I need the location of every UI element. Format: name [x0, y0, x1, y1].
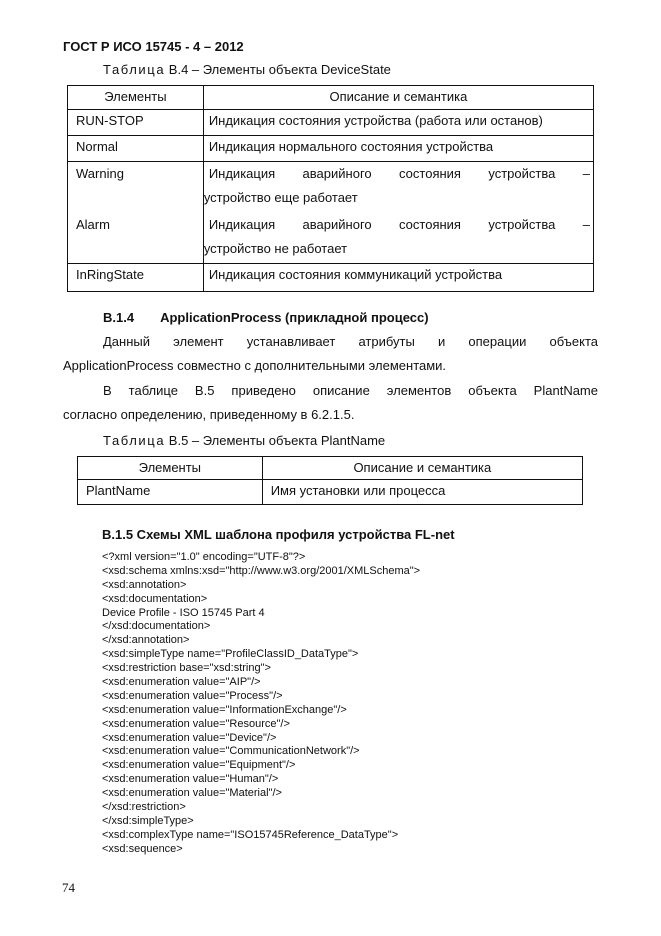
code-line: <xsd:enumeration value="Resource"/>: [102, 717, 290, 730]
page-number: 74: [62, 880, 75, 895]
table-cell-element: PlantName: [78, 480, 263, 505]
section-b14-paragraph-1: [63, 330, 598, 378]
code-line: </xsd:documentation>: [102, 620, 211, 633]
table-cell-element: InRingState: [68, 264, 204, 292]
table-row: [68, 162, 594, 211]
table-b4-header-elements: Элементы: [68, 86, 204, 110]
table-cell-description-line1: Индикация аварийного состояния устройства –: [208, 166, 590, 181]
table-cell-description: [203, 162, 593, 211]
code-line: <xsd:complexType name="ISO15745Reference_DataType">: [102, 828, 399, 841]
code-line: <xsd:enumeration value="Process"/>: [102, 689, 283, 702]
code-line: </xsd:annotation>: [102, 634, 190, 647]
table-cell-description-line2: устройство не работает: [203, 241, 348, 256]
code-line: <xsd:enumeration value="Human"/>: [102, 773, 279, 786]
code-line: <xsd:enumeration value="Equipment"/>: [102, 759, 296, 772]
table-cell-description: Имя установки или процесса: [262, 480, 582, 505]
paragraph-line: ApplicationProcess совместно с дополнительными элементами.: [63, 358, 447, 373]
code-line: <xsd:enumeration value="InformationExchange"/>: [102, 703, 347, 716]
table-b4-caption-text: В.4 – Элементы объекта DeviceState: [165, 62, 391, 77]
code-line: </xsd:simpleType>: [102, 814, 194, 827]
xml-schema-listing: [102, 551, 420, 857]
section-b14-number: B.1.4: [103, 310, 135, 325]
code-line: <xsd:simpleType name="ProfileClassID_DataType">: [102, 648, 359, 661]
table-cell-description-line2: устройство еще работает: [203, 190, 358, 205]
table-cell-element: Warning: [68, 162, 204, 211]
table-cell-description-line1: Индикация аварийного состояния устройства –: [208, 217, 590, 232]
table-b5-header-row: [78, 457, 583, 480]
code-line: </xsd:restriction>: [102, 801, 186, 814]
table-b5-caption-text: В.5 – Элементы объекта PlantName: [165, 433, 386, 448]
code-line: <xsd:enumeration value="Device"/>: [102, 731, 277, 744]
table-b5-header-description: Описание и семантика: [262, 457, 582, 480]
code-line: <xsd:enumeration value="Material"/>: [102, 787, 282, 800]
table-row: [68, 110, 594, 136]
table-cell-element: Normal: [68, 136, 204, 162]
table-row: [68, 264, 594, 292]
table-b5-header-elements: Элементы: [78, 457, 263, 480]
section-b14-paragraph-2: [63, 379, 598, 427]
document-header: ГОСТ Р ИСО 15745 - 4 – 2012: [63, 39, 244, 54]
code-line: <xsd:schema xmlns:xsd="http://www.w3.org/2001/XMLSchema">: [102, 564, 421, 577]
code-line: <xsd:enumeration value="AIP"/>: [102, 676, 261, 689]
table-b4-caption-prefix: Таблица: [103, 62, 166, 77]
table-cell-element: Alarm: [68, 210, 204, 264]
table-cell-description: Индикация состояния устройства (работа или останов): [203, 110, 593, 136]
paragraph-line: согласно определению, приведенному в 6.2.1.5.: [63, 407, 355, 422]
table-b4-header-description: Описание и семантика: [203, 86, 593, 110]
table-b5-caption: [103, 433, 385, 448]
table-cell-element: RUN-STOP: [68, 110, 204, 136]
section-b15-heading: B.1.5 Схемы XML шаблона профиля устройства FL-net: [102, 527, 455, 542]
table-row: [78, 480, 583, 505]
section-b14-heading: [103, 310, 429, 325]
code-line: <?xml version="1.0" encoding="UTF-8"?>: [102, 551, 306, 563]
table-b5: [77, 456, 583, 505]
table-b4-header-row: [68, 86, 594, 110]
code-line: <xsd:sequence>: [102, 842, 183, 855]
table-b4-caption: [103, 62, 391, 77]
table-b4: [67, 85, 594, 292]
table-row: [68, 136, 594, 162]
code-line: <xsd:annotation>: [102, 578, 187, 591]
paragraph-line: Данный элемент устанавливает атрибуты и операции объекта: [103, 334, 598, 349]
table-cell-description: Индикация состояния коммуникаций устройства: [203, 264, 593, 292]
table-cell-description: [203, 210, 593, 264]
table-b5-caption-prefix: Таблица: [103, 433, 166, 448]
code-line: <xsd:documentation>: [102, 592, 208, 605]
section-b14-title: ApplicationProcess (прикладной процесс): [160, 310, 429, 325]
table-cell-description: Индикация нормального состояния устройства: [203, 136, 593, 162]
paragraph-line: В таблице В.5 приведено описание элементов объекта PlantName: [103, 383, 598, 398]
code-line: <xsd:enumeration value="CommunicationNetwork"/>: [102, 745, 360, 758]
table-row: [68, 210, 594, 264]
code-line: Device Profile - ISO 15745 Part 4: [102, 606, 265, 619]
code-line: <xsd:restriction base="xsd:string">: [102, 662, 271, 675]
